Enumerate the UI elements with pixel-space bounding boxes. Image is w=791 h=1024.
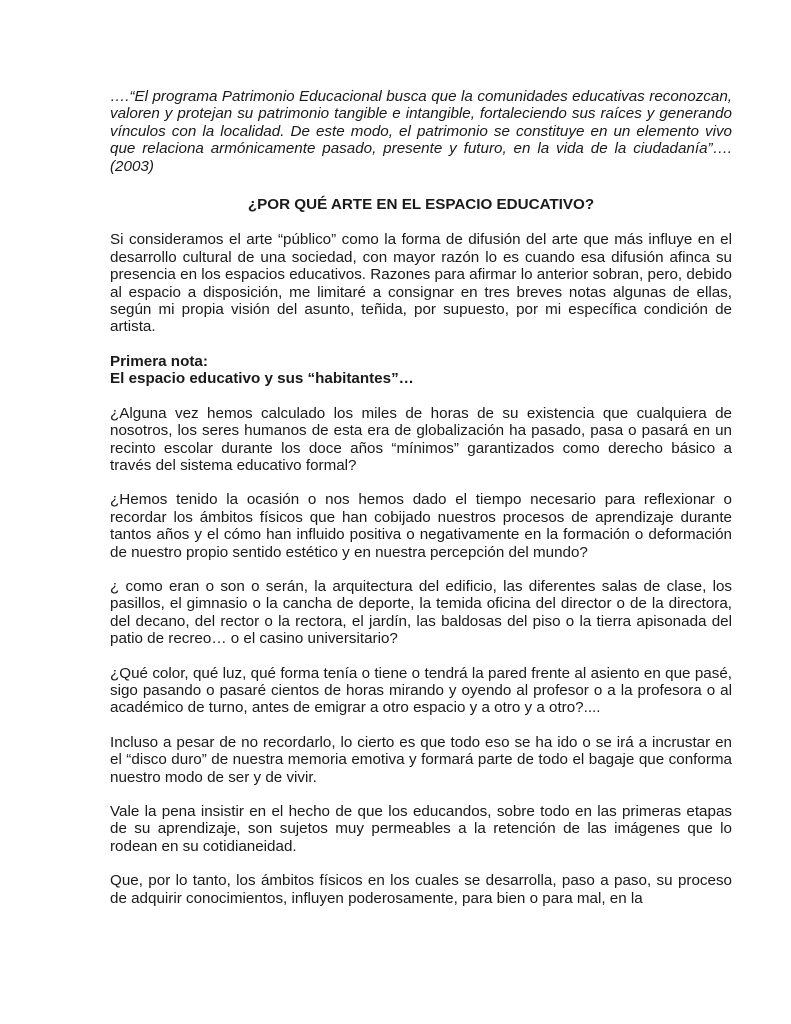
- body-paragraph: ¿ como eran o son o serán, la arquitectura del edificio, las diferentes salas de clase, los pasillos, el gimnasio o la cancha de deporte, la temida oficina del director o de la directora, del decano, del rector o la rectora, el jardín, las baldosas del piso o la tierra apisonada del patio de recreo… o el casino universitario?: [110, 577, 732, 648]
- document-page: [110, 88, 732, 924]
- body-paragraph: Incluso a pesar de no recordarlo, lo cierto es que todo eso se ha ido o se irá a incrustar en el “disco duro” de nuestra memoria emotiva y formará parte de todo el bagaje que conforma nuestro modo de ser y de vivir.: [110, 733, 732, 786]
- note-title: Primera nota:: [110, 352, 208, 370]
- note-subtitle: El espacio educativo y sus “habitantes”…: [110, 370, 414, 388]
- section-heading: ¿POR QUÉ ARTE EN EL ESPACIO EDUCATIVO?: [247, 196, 595, 214]
- body-paragraph: ¿Hemos tenido la ocasión o nos hemos dado el tiempo necesario para reflexionar o recordar los ámbitos físicos que han cobijado nuestros procesos de aprendizaje durante tantos años y el cómo han influido positiva o negativamente en la formación o deformación de nuestro propio sentido estético y en nuestra percepción del mundo?: [110, 491, 732, 561]
- body-paragraph: Que, por lo tanto, los ámbitos físicos en los cuales se desarrolla, paso a paso, su proceso de adquirir conocimientos, influyen poderosamente, para bien o para mal, en la: [110, 872, 732, 907]
- body-paragraph: ¿Qué color, qué luz, qué forma tenía o tiene o tendrá la pared frente al asiento en que pasé, sigo pasando o pasaré cientos de horas mirando y oyendo al profesor o a la profesora o al académico de turno, antes de emigrar a otro espacio y a otro y a otro?....: [110, 664, 732, 717]
- body-paragraph: Vale la pena insistir en el hecho de que los educandos, sobre todo en las primeras etapas de su aprendizaje, son sujetos muy permeables a la retención de las imágenes que lo rodean en su cotidianeidad.: [110, 803, 732, 855]
- intro-quote: ….“El programa Patrimonio Educacional busca que la comunidades educativas reconozcan, valoren y protejan su patrimonio tangible e intangible, fortaleciendo sus raíces y generando vínculos con la localidad. De este modo, el patrimonio se constituye en un elemento vivo que relaciona armónicamente pasado, presente y futuro, en la vida de la ciudadanía”…. (2003): [110, 88, 732, 175]
- body-paragraph: ¿Alguna vez hemos calculado los miles de horas de su existencia que cualquiera de nosotros, los seres humanos de esta era de globalización ha pasado, pasa o pasará en un recinto escolar durante los doce años “mínimos” garantizados como derecho básico a través del sistema educativo formal?: [110, 404, 732, 474]
- intro-paragraph: Si consideramos el arte “público” como la forma de difusión del arte que más influye en el desarrollo cultural de una sociedad, con mayor razón lo es cuando esa difusión afinca su presencia en los espacios educativos. Razones para afirmar lo anterior sobran, pero, debido al espacio a disposición, me limitaré a consignar en tres breves notas algunas de ellas, según mi propia visión del asunto, teñida, por supuesto, por mi específica condición de artista.: [110, 231, 732, 336]
